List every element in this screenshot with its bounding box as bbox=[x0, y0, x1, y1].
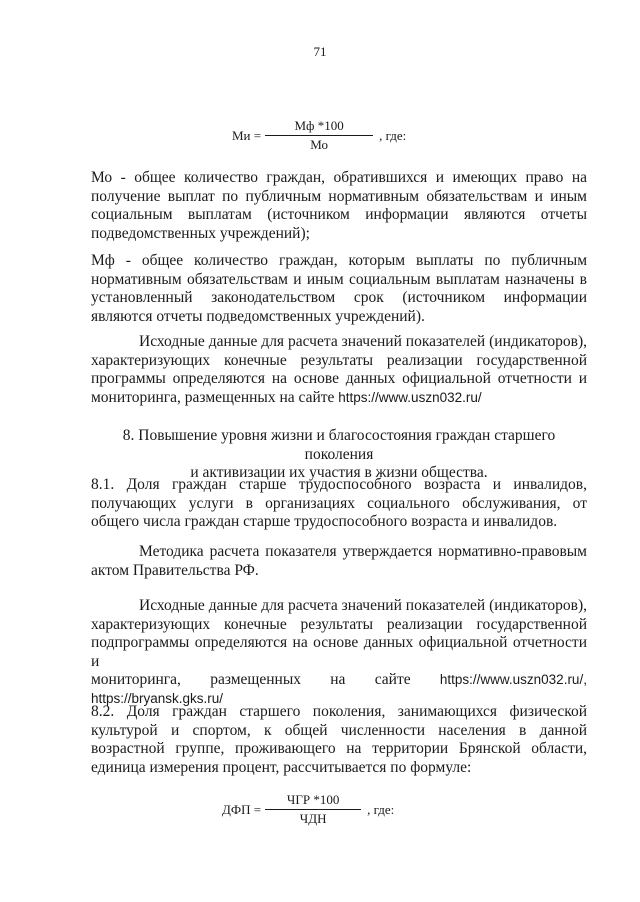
source-line-justified bbox=[91, 671, 587, 690]
source-link-2[interactable]: https://www.uszn032.ru/, bbox=[439, 672, 587, 687]
formula-numerator: Мф *100 bbox=[265, 118, 373, 136]
source-text-2: Исходные данные для расчета значений показателей (индикаторов), характеризующих конечные результаты реализации государственной подпрограммы определяются на основе данных официальной отчетности и bbox=[91, 597, 587, 670]
page-number: 71 bbox=[313, 44, 327, 59]
formula-tail: , где: bbox=[379, 127, 407, 143]
formula-numerator: ЧГР *100 bbox=[265, 792, 361, 810]
heading-line-2: и активизации их участия в жизни общества. bbox=[190, 464, 488, 481]
source-text-1: Исходные данные для расчета значений показателей (индикаторов), характеризующих конечные результаты реализации государственной программы определяются на основе данных официальной отчетности и мониторинга, размещенных на сайте bbox=[91, 333, 587, 406]
formula-fraction bbox=[265, 792, 361, 827]
source-paragraph-1 bbox=[91, 333, 587, 407]
section-heading bbox=[91, 427, 587, 483]
formula-tail: , где: bbox=[367, 801, 395, 817]
source-paragraph-2 bbox=[91, 597, 587, 708]
source-link-3[interactable]: https://bryansk.gks.ru/ bbox=[91, 690, 224, 706]
heading-line-1: 8. Повышение уровня жизни и благосостояния граждан старшего поколения bbox=[122, 427, 556, 463]
formula-denominator: Мо bbox=[310, 137, 328, 152]
item-8-2: 8.2. Доля граждан старшего поколения, занимающихся физической культурой и спортом, к общей численности населения в данной возрастной группе, проживающего на территории Брянской области, единица измерения процент, рассчитывается по формуле: bbox=[91, 703, 587, 776]
source-link-1[interactable]: https://www.uszn032.ru/ bbox=[338, 389, 482, 405]
source-word: сайте bbox=[374, 671, 411, 688]
source-word: размещенных bbox=[210, 671, 301, 688]
formula-lhs: Ми = bbox=[232, 127, 262, 143]
item-8-1: 8.1. Доля граждан старше трудоспособного возраста и инвалидов, получающих услуги в организациях социального обслуживания, от общего числа граждан старше трудоспособного возраста и инвалидов. bbox=[91, 476, 587, 530]
formula-lhs: ДФП = bbox=[222, 801, 262, 817]
method-paragraph: Методика расчета показателя утверждается нормативно-правовым актом Правительства РФ. bbox=[91, 543, 587, 579]
formula-fraction bbox=[265, 118, 373, 153]
definition-mo: Мо - общее количество граждан, обратившихся и имеющих право на получение выплат по публичным нормативным обязательствам и иным социальным выплатам (источником информации являются отчеты подведомственных учреждений); bbox=[91, 169, 587, 242]
formula-mi bbox=[232, 118, 406, 153]
source-word: мониторинга, bbox=[91, 671, 181, 688]
source-word: на bbox=[330, 671, 346, 688]
formula-denominator: ЧДН bbox=[299, 811, 327, 826]
formula-dfp bbox=[222, 792, 394, 827]
definition-mf: Мф - общее количество граждан, которым выплаты по публичным нормативным обязательствам и иным социальным выплатам назначены в установленный законодательством срок (источником информации являются отчеты подведомственных учреждений). bbox=[91, 252, 587, 325]
